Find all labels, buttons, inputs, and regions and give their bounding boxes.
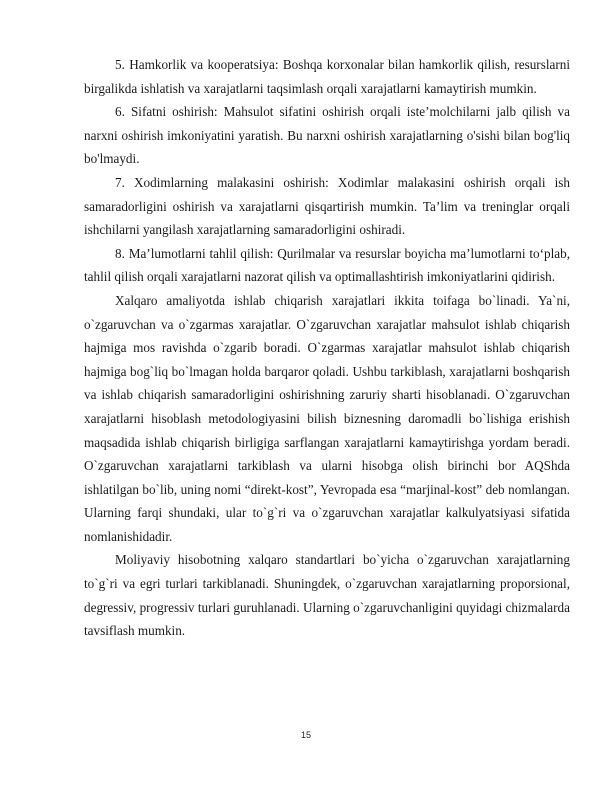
document-body [84,53,570,643]
paragraph-data-analysis: 8. Ma’lumotlarni tahlil qilish: Qurilmalar va resurslar boyicha ma’lumotlarni to‘plab, tahlil qilish orqali xarajatlarni nazorat qilish va optimallashtirish imkoniyatlarini qidirish. [84,245,570,285]
paragraph-financial-reporting: Moliyaviy hisobotning xalqaro standartlari bo`yicha o`zgaruvchan xarajatlarning to`g`ri va egri turlari tarkiblanadi. Shuningdek, o`zgaruvchan xarajatlarning proporsional, degressiv, progressiv turlari guruhlanadi. Ularning o`zgaruvchanligini quyidagi chizmalarda tavsiflash mumkin. [84,552,570,639]
page-number: 15 [300,730,311,740]
paragraph-cooperation: 5. Hamkorlik va kooperatsiya: Boshqa korxonalar bilan hamkorlik qilish, resurslarni birgalikda ishlatish va xarajatlarni taqsimlash orqali xarajatlarni kamaytirish mumkin. [84,57,570,96]
paragraph-quality: 6. Sifatni oshirish: Mahsulot sifatini oshirish orqali iste’molchilarni jalb qilish va narxni oshirish imkoniyatini yaratish. Bu narxni oshirish xarajatlarning o'sishi bilan bog'liq bo'lmaydi. [84,104,570,167]
paragraph-cost-types: Xalqaro amaliyotda ishlab chiqarish xarajatlari ikkita toifaga bo`linadi. Ya`ni, o`zgaruvchan va o`zgarmas xarajatlar. O`zgaruvchan xarajatlar mahsulot ishlab chiqarish hajmiga mos ravishda o`zgarib boradi. O`zgarmas xarajatlar mahsulot ishlab chiqarish hajmiga bog`liq bo`lmagan holda barqaror qoladi. Ushbu tarkiblash, xarajatlarni boshqarish va ishlab chiqarish samaradorligini oshirishning zaruriy sharti hisoblanadi. O`zgaruvchan xarajatlarni hisoblash metodologiyasini bilish biznesning daromadli bo`lishiga erishish maqsadida ishlab chiqarish birligiga sarflangan xarajatlarni kamaytirishga yordam beradi. O`zgaruvchan xarajatlarni tarkiblash va ularni hisobga olish birinchi bor AQShda ishlatilgan bo`lib, uning nomi “direkt-kost”, Yevropada esa “marjinal-kost” deb nomlangan. Ularning farqi shundaki, ular to`g`ri va o`zgaruvchan xarajatlar kalkulyatsiyasi sifatida nomlanishidadir. [84,292,570,544]
paragraph-staff-training: 7. Xodimlarning malakasini oshirish: Xodimlar malakasini oshirish orqali ish samaradorligini oshirish va xarajatlarni qisqartirish mumkin. Ta’lim va treninglar orqali ishchilarni yangilash xarajatlarning samaradorligini oshiradi. [84,174,570,238]
